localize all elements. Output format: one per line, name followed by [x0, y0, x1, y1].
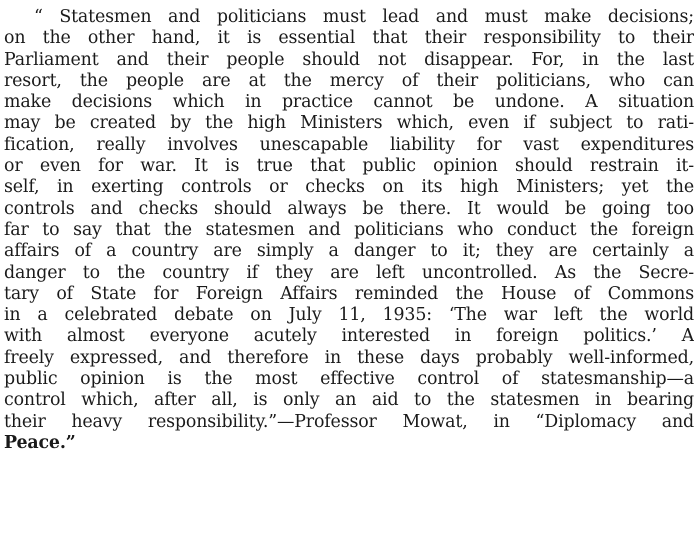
- text-line: on the other hand, it is essential that their responsibility to their: [4, 28, 694, 49]
- text-line: freely expressed, and therefore in these days probably well-informed,: [4, 347, 694, 368]
- text-line: self, in exerting controls or checks on its high Ministers; yet the: [4, 177, 694, 198]
- text-line: Parliament and their people should not disappear. For, in the last: [4, 49, 694, 70]
- text-line: affairs of a country are simply a danger to it; they are certainly a: [4, 241, 694, 262]
- quotation-paragraph: [4, 7, 694, 454]
- text-line: controls and checks should always be there. It would be going too: [4, 198, 694, 219]
- text-line: “ Statesmen and politicians must lead and must make decisions;: [34, 7, 694, 27]
- text-line: or even for war. It is true that public opinion should restrain it-: [4, 156, 694, 177]
- text-line: public opinion is the most effective control of statesmanship—a: [4, 369, 694, 390]
- text-line: may be created by the high Ministers which, even if subject to rati-: [4, 113, 694, 134]
- text-line: in a celebrated debate on July 11, 1935: ‘The war left the world: [4, 305, 694, 326]
- text-line: tary of State for Foreign Affairs reminded the House of Commons: [4, 283, 694, 304]
- text-line: danger to the country if they are left uncontrolled. As the Secre-: [4, 262, 694, 283]
- text-line: control which, after all, is only an aid to the statesmen in bearing: [4, 390, 694, 411]
- text-line: with almost everyone acutely interested in foreign politics.’ A: [4, 326, 694, 347]
- text-line: resort, the people are at the mercy of their politicians, who can: [4, 70, 694, 91]
- text-line: their heavy responsibility.”—Professor Mowat, in “Diplomacy and: [4, 411, 694, 432]
- text-line: make decisions which in practice cannot be undone. A situation: [4, 92, 694, 113]
- text-line: fication, really involves unescapable liability for vast expenditures: [4, 134, 694, 155]
- text-line-final: Peace.”: [4, 432, 76, 453]
- text-line: far to say that the statesmen and politicians who conduct the foreign: [4, 219, 694, 240]
